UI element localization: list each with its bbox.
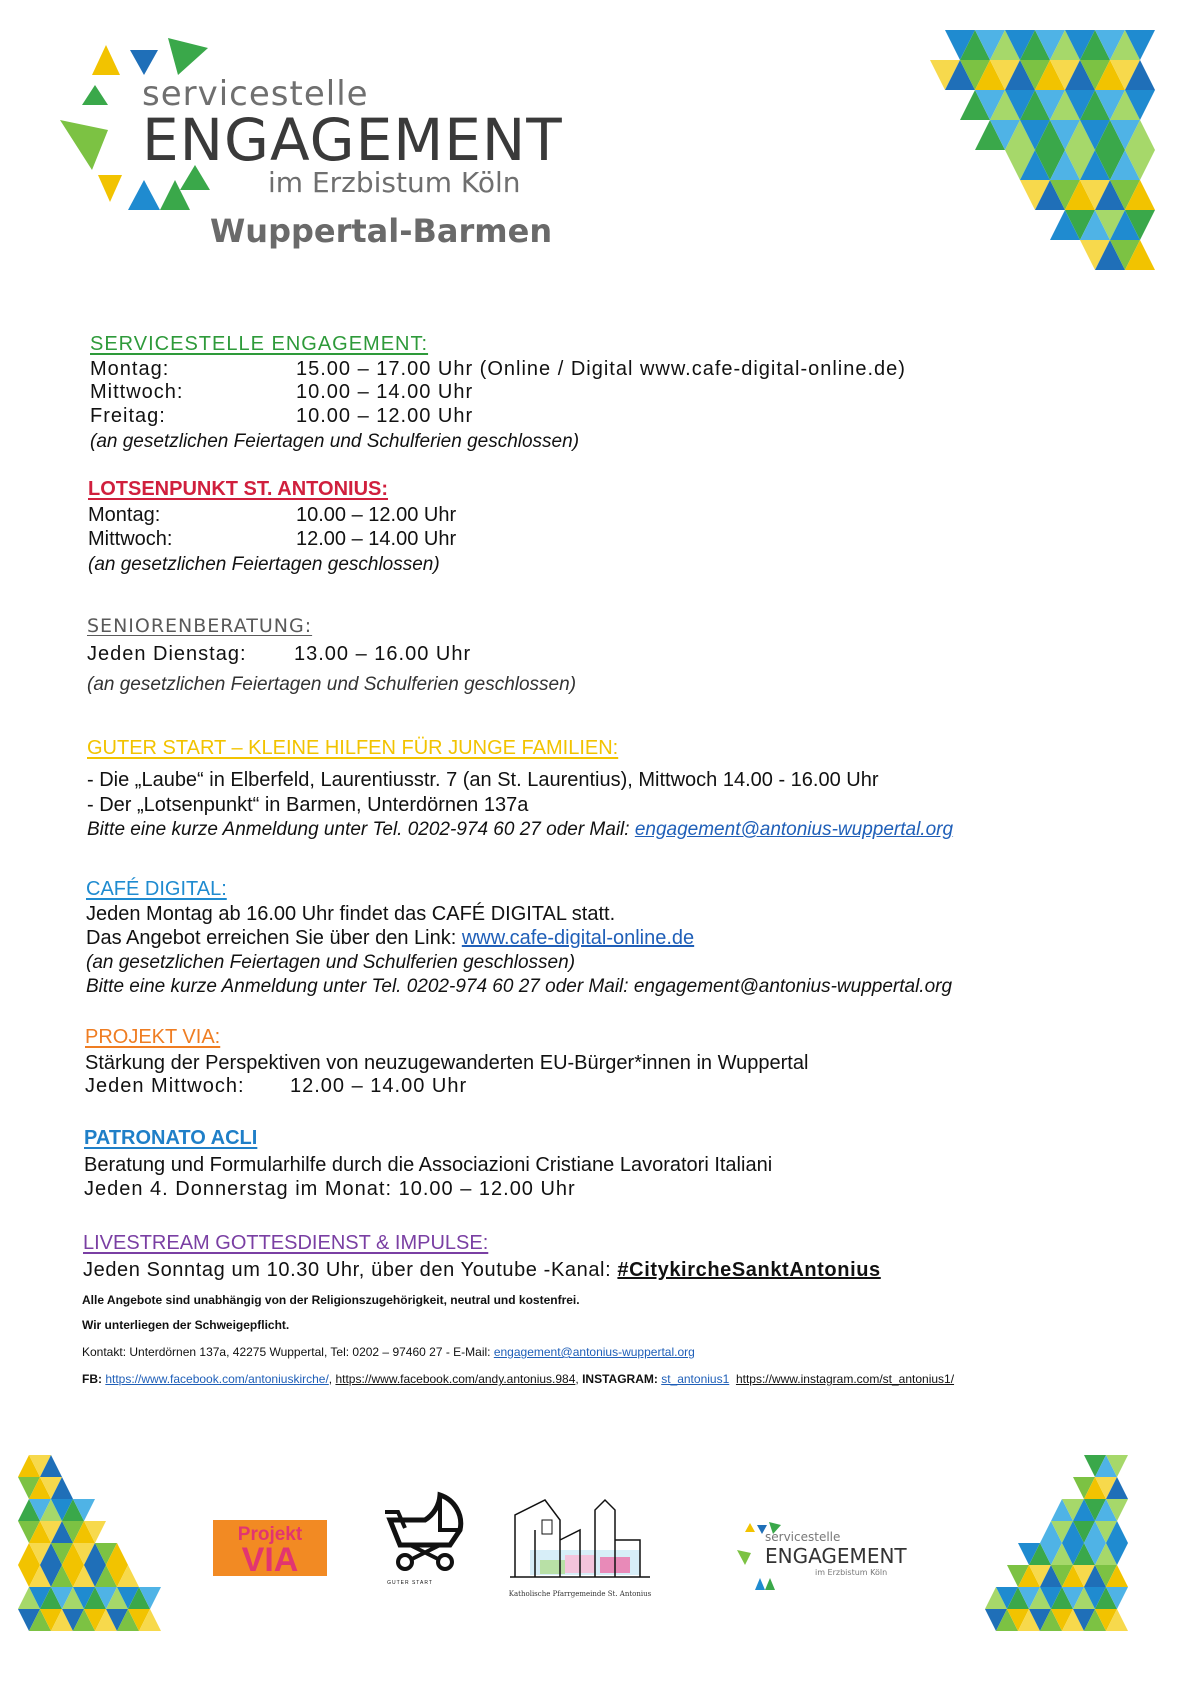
servicestelle-row	[90, 405, 473, 428]
instagram-handle-link[interactable]: st_antonius1	[661, 1372, 730, 1386]
time-value: 10.00 – 12.00 Uhr	[296, 504, 457, 526]
guter-start-line2: - Der „Lotsenpunkt“ in Barmen, Unterdörnen 137a	[87, 794, 529, 816]
church-skyline-icon	[505, 1495, 655, 1585]
guter-start-caption: GUTER START	[387, 1580, 433, 1586]
time-value: 10.00 – 12.00 Uhr	[296, 405, 474, 427]
fb-label: FB:	[82, 1372, 102, 1386]
via-title: PROJEKT VIA:	[85, 1026, 221, 1048]
logo-engagement: ENGAGEMENT	[142, 106, 563, 174]
day-label: Freitag:	[90, 405, 166, 427]
guter-start-title: GUTER START – KLEINE HILFEN FÜR JUNGE FAMILIEN:	[87, 737, 619, 759]
instagram-link[interactable]: https://www.instagram.com/st_antonius1/	[735, 1372, 955, 1386]
note-text: Bitte eine kurze Anmeldung unter Tel. 0202-974 60 27 oder Mail:	[87, 819, 635, 840]
small-logo-line1: servicestelle	[765, 1530, 841, 1544]
lotsenpunkt-note: (an gesetzlichen Feiertagen geschlossen)	[88, 554, 440, 575]
senioren-note: (an gesetzlichen Feiertagen und Schulferien geschlossen)	[87, 674, 577, 695]
small-logo-line2: ENGAGEMENT	[765, 1544, 907, 1568]
logo-servicestelle: servicestelle	[142, 74, 369, 114]
time-value: 10.00 – 14.00 Uhr	[296, 381, 474, 403]
email-link[interactable]: engagement@antonius-wuppertal.org	[634, 819, 954, 840]
cafe-title: CAFÉ DIGITAL:	[86, 878, 227, 900]
cafe-line2-text: Das Angebot erreichen Sie über den Link:	[86, 927, 462, 949]
via-logo-line1: Projekt	[237, 1524, 303, 1545]
guter-start-line1: - Die „Laube“ in Elberfeld, Laurentiusstr. 7 (an St. Laurentius), Mittwoch 14.00 - 16.00 Uhr	[87, 769, 879, 791]
contact-text: Kontakt: Unterdörnen 137a, 42275 Wuppertal, Tel: 0202 – 97460 27 - E-Mail:	[82, 1345, 494, 1359]
time-value: 15.00 – 17.00 Uhr (Online / Digital www.cafe-digital-online.de)	[296, 358, 906, 380]
via-line1: Stärkung der Perspektiven von neuzugewanderten EU-Bürger*innen in Wuppertal	[85, 1052, 809, 1074]
corner-triangles-bottom-left	[18, 1455, 193, 1640]
facebook-link-1[interactable]: https://www.facebook.com/antoniuskirche/	[105, 1372, 329, 1386]
day-label: Jeden Dienstag:	[87, 643, 247, 665]
day-label: Montag:	[90, 358, 170, 380]
lotsenpunkt-row	[88, 528, 456, 551]
time-value: 13.00 – 16.00 Uhr	[294, 643, 472, 665]
senioren-row	[87, 643, 471, 666]
lotsenpunkt-title: LOTSENPUNKT ST. ANTONIUS:	[88, 478, 389, 500]
facebook-link-2[interactable]: https://www.facebook.com/andy.antonius.984	[335, 1372, 576, 1386]
footer-disclaimer: Alle Angebote sind unabhängig von der Religionszugehörigkeit, neutral und kostenfrei.	[82, 1293, 580, 1307]
livestream-title: LIVESTREAM GOTTESDIENST & IMPULSE:	[83, 1232, 489, 1254]
logo-erzbistum: im Erzbistum Köln	[268, 166, 521, 199]
footer-confidentiality: Wir unterliegen der Schweigepflicht.	[82, 1318, 290, 1332]
livestream-text: Jeden Sonntag um 10.30 Uhr, über den Youtube -Kanal:	[83, 1259, 618, 1281]
via-row	[85, 1075, 467, 1098]
acli-line1: Beratung und Formularhilfe durch die Associazioni Cristiane Lavoratori Italiani	[84, 1154, 773, 1176]
via-logo-line2: VIA	[241, 1541, 299, 1579]
youtube-channel[interactable]: #CitykircheSanktAntonius	[617, 1259, 881, 1281]
senioren-title: SENIORENBERATUNG:	[87, 615, 313, 637]
projekt-via-logo	[213, 1520, 327, 1579]
cafe-note1: (an gesetzlichen Feiertagen und Schulferien geschlossen)	[86, 952, 576, 973]
time-value: 12.00 – 14.00 Uhr	[296, 528, 457, 550]
corner-triangles-top-right	[900, 30, 1170, 300]
cafe-link[interactable]: www.cafe-digital-online.de	[461, 927, 695, 949]
instagram-label: INSTAGRAM:	[582, 1372, 658, 1386]
corner-triangles-bottom-right	[985, 1455, 1160, 1640]
livestream-line	[83, 1259, 881, 1282]
day-label: Montag:	[88, 504, 161, 526]
parish-caption: Katholische Pfarrgemeinde St. Antonius	[508, 1590, 652, 1598]
fb-separator-2: ,	[575, 1372, 579, 1386]
guter-start-note	[87, 819, 953, 841]
day-label: Mittwoch:	[90, 381, 184, 403]
fb-separator: ,	[328, 1372, 336, 1386]
servicestelle-note: (an gesetzlichen Feiertagen und Schulferien geschlossen)	[90, 431, 580, 452]
small-logo-line3: im Erzbistum Köln	[815, 1568, 888, 1577]
footer-social	[82, 1372, 954, 1386]
day-label: Mittwoch:	[88, 528, 173, 550]
footer-engagement-logo	[735, 1520, 925, 1600]
stroller-icon	[380, 1490, 470, 1575]
guter-start-logo	[380, 1490, 470, 1590]
contact-email-link[interactable]: engagement@antonius-wuppertal.org	[493, 1345, 695, 1359]
day-label: Jeden Mittwoch:	[85, 1075, 245, 1097]
servicestelle-title: SERVICESTELLE ENGAGEMENT:	[90, 333, 429, 355]
servicestelle-row	[90, 358, 906, 381]
location-title: Wuppertal-Barmen	[210, 212, 553, 250]
header-logo	[60, 30, 580, 280]
cafe-line1: Jeden Montag ab 16.00 Uhr findet das CAFÉ DIGITAL statt.	[86, 903, 616, 925]
servicestelle-row	[90, 381, 473, 404]
parish-logo	[490, 1495, 670, 1605]
cafe-note2: Bitte eine kurze Anmeldung unter Tel. 0202-974 60 27 oder Mail: engagement@antonius-wuppertal.org	[86, 976, 953, 997]
time-value: 12.00 – 14.00 Uhr	[290, 1075, 468, 1097]
lotsenpunkt-row	[88, 504, 456, 527]
cafe-line2	[86, 927, 694, 950]
acli-line2: Jeden 4. Donnerstag im Monat: 10.00 – 12.00 Uhr	[84, 1178, 576, 1200]
footer-contact	[82, 1345, 695, 1359]
acli-title: PATRONATO ACLI	[84, 1127, 258, 1149]
